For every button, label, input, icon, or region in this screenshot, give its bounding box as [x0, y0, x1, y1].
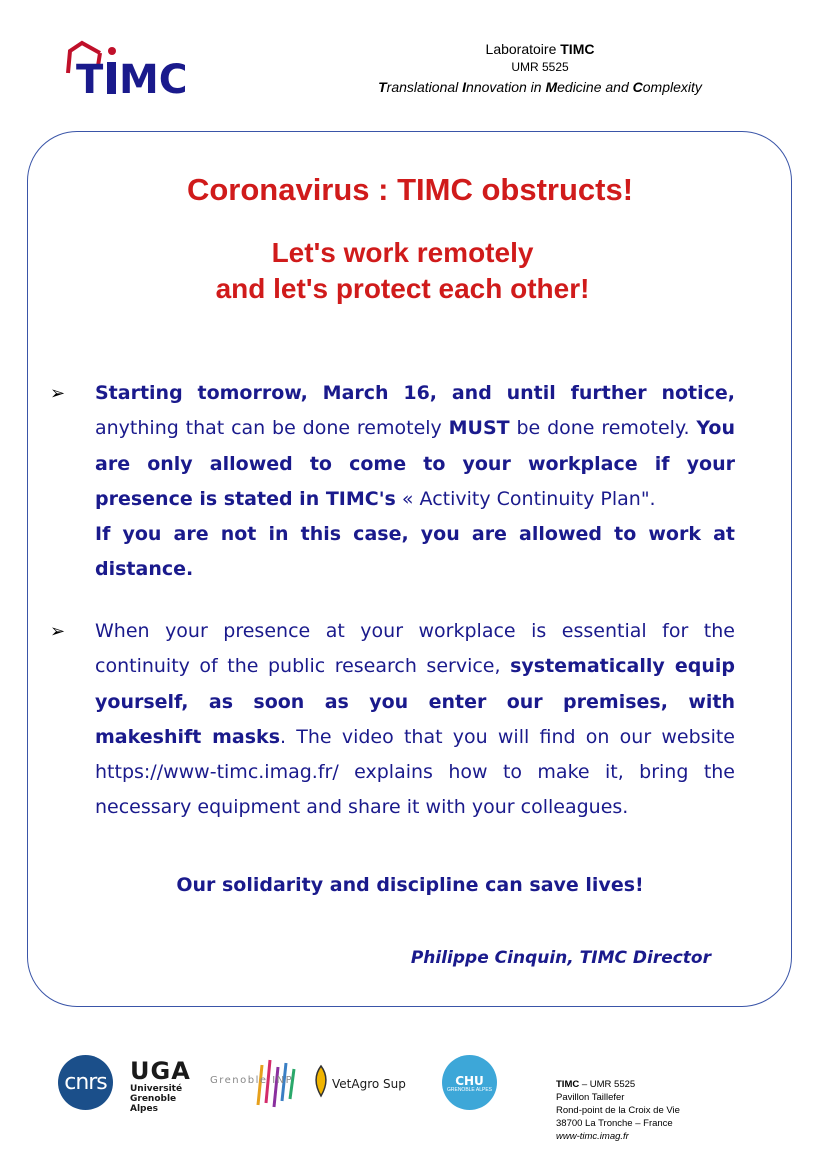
chu-grenoble-logo: CHU GRENOBLE ALPES — [442, 1055, 497, 1110]
lab-umr: UMR 5525 — [511, 60, 569, 74]
subtitle-line-2: and let's protect each other! — [215, 273, 590, 304]
arrow-bullet-icon: ➢ — [50, 621, 66, 642]
lab-tagline: Translational Innovation in Medicine and Complexity — [378, 79, 702, 95]
bullet-2-text: When your presence at your workplace is essential for the continuity of the public research service, systematically equip yourself, as soon as you enter our premises, with makeshift masks. The video that you will find on our website https://www-timc.imag.fr/ explains how to make it, bring the necessary equipment and share it with your colleagues. — [95, 620, 735, 819]
bullet-1 — [50, 376, 735, 588]
lab-title: Laboratoire TIMC — [485, 41, 595, 57]
uga-logo: UGA Université Grenoble Alpes — [130, 1057, 191, 1114]
vetagro-sup-logo: VetAgro Sup — [312, 1062, 412, 1102]
bullet-2 — [50, 614, 735, 826]
arrow-bullet-icon: ➢ — [50, 383, 66, 404]
page-subtitle — [80, 235, 725, 307]
subtitle-line-1: Let's work remotely — [271, 237, 534, 268]
closing-statement: Our solidarity and discipline can save lives! — [176, 874, 644, 896]
lab-header — [330, 40, 750, 98]
page-title: Coronavirus : TIMC obstructs! — [186, 172, 634, 207]
grenoble-inp-logo: Grenoble INP — [210, 1055, 305, 1110]
timc-logo — [60, 38, 185, 113]
svg-text:MC: MC — [119, 57, 185, 103]
cnrs-logo: cnrs — [58, 1055, 113, 1110]
website-link[interactable]: www-timc.imag.fr — [556, 1131, 629, 1142]
footer-address: TIMC – UMR 5525 Pavillon Taillefer Rond-point de la Croix de Vie 38700 La Tronche – France www-timc.imag.fr — [556, 1079, 680, 1142]
bullet-1-text: Starting tomorrow, March 16, and until further notice, anything that can be done remotely MUST be done remotely. You are only allowed to come to your workplace if your presence is stated in TIMC's « Activity Continuity Plan". If you are not in this case, you are allowed to work at distance. — [95, 382, 735, 581]
svg-text:T: T — [76, 57, 104, 103]
signature: Philippe Cinquin, TIMC Director — [410, 948, 711, 968]
